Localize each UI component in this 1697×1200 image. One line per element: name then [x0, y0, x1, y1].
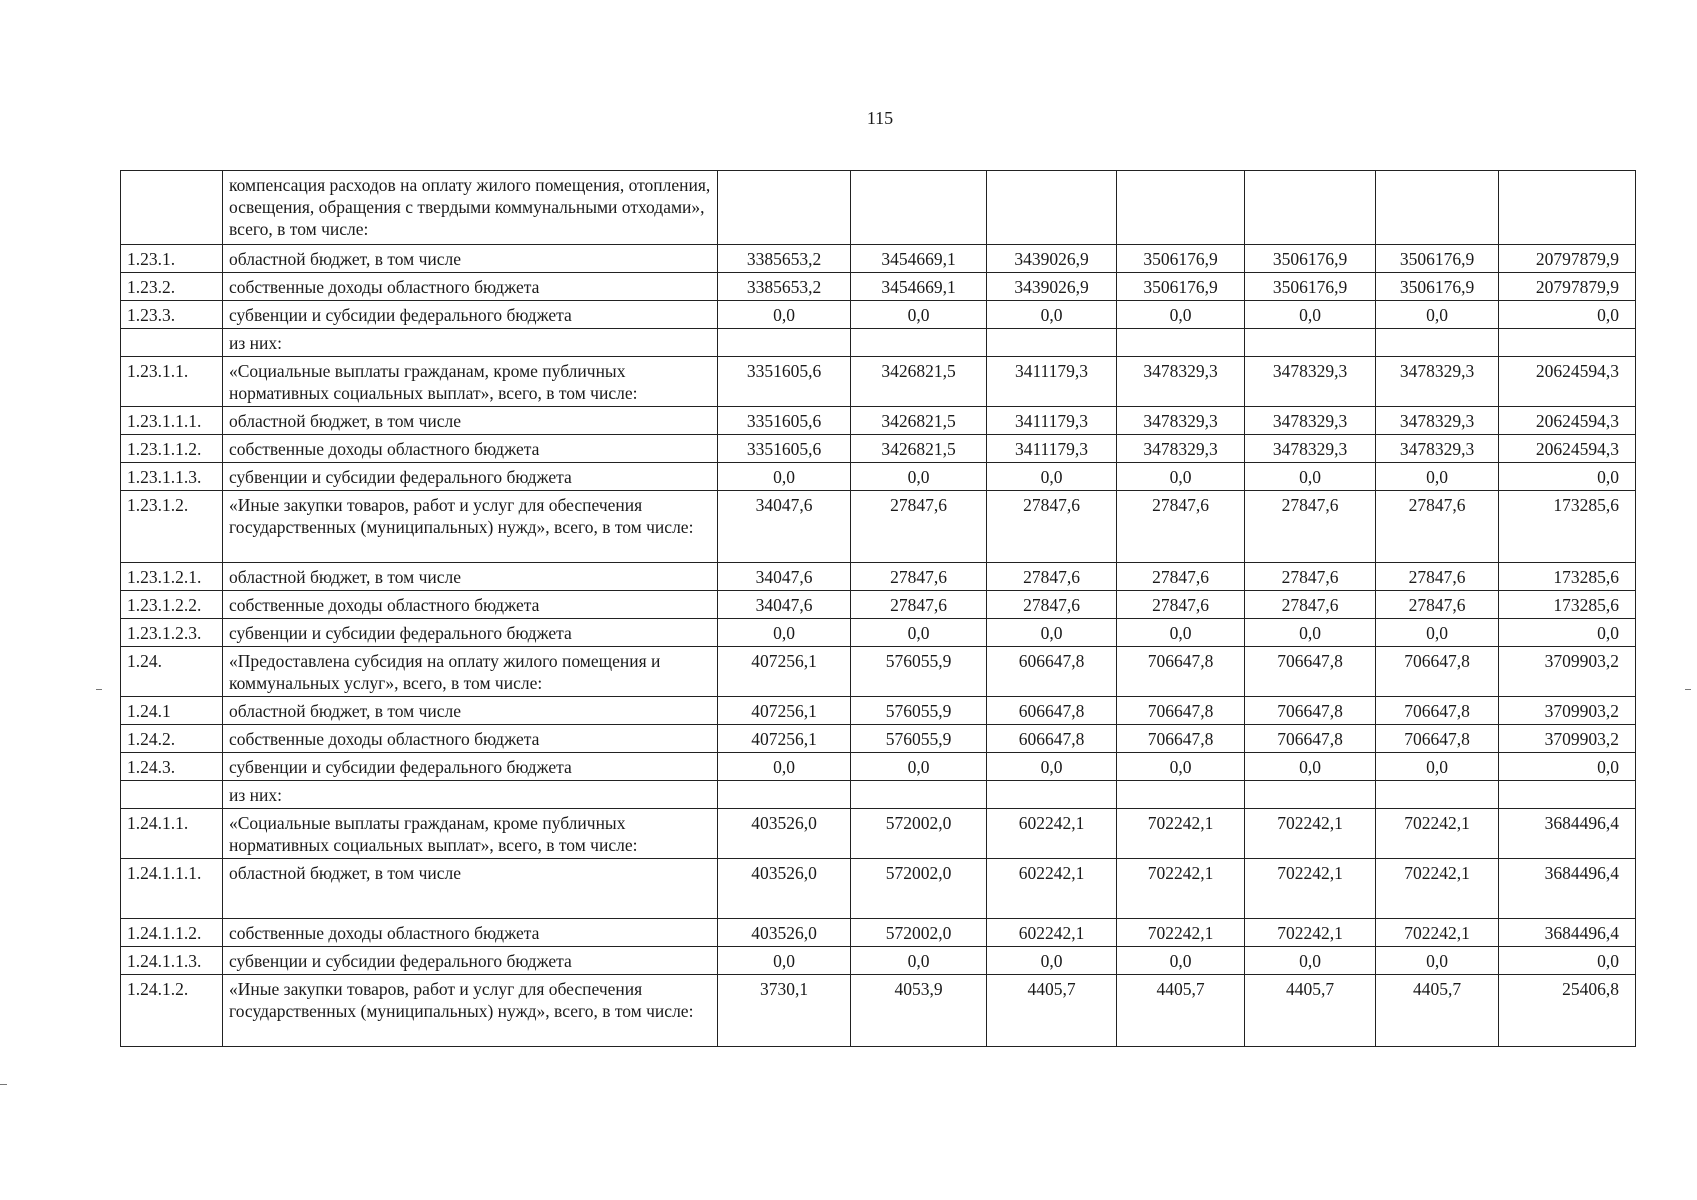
cell-empty [1245, 171, 1376, 245]
cell-value: 27847,6 [851, 591, 987, 619]
row-name: из них: [223, 329, 718, 357]
cell-value: 403526,0 [718, 809, 851, 859]
table-row [121, 809, 1636, 859]
cell-value: 0,0 [987, 301, 1117, 329]
scan-edge-mark [0, 1084, 7, 1085]
cell-value: 606647,8 [987, 697, 1117, 725]
cell-empty [987, 171, 1117, 245]
row-name: «Социальные выплаты гражданам, кроме публичных нормативных социальных выплат», всего, в том числе: [223, 357, 718, 407]
cell-value: 3411179,3 [987, 357, 1117, 407]
table-row [121, 919, 1636, 947]
budget-table [120, 170, 1636, 1047]
cell-empty [1376, 171, 1499, 245]
cell-value [1245, 781, 1376, 809]
cell-value [1376, 329, 1499, 357]
cell-value: 702242,1 [1245, 859, 1376, 919]
row-code: 1.23.1.2.2. [121, 591, 223, 619]
table-row [121, 753, 1636, 781]
cell-value: 3478329,3 [1117, 357, 1245, 407]
cell-value: 706647,8 [1245, 697, 1376, 725]
cell-value: 3426821,5 [851, 435, 987, 463]
cell-value: 702242,1 [1117, 809, 1245, 859]
table-row [121, 329, 1636, 357]
table-row [121, 725, 1636, 753]
cell-value: 706647,8 [1376, 725, 1499, 753]
cell-value [1117, 781, 1245, 809]
cell-value: 606647,8 [987, 647, 1117, 697]
cell-value: 27847,6 [1117, 563, 1245, 591]
cell-value: 0,0 [1245, 301, 1376, 329]
cell-total: 3684496,4 [1499, 919, 1636, 947]
cell-value: 3426821,5 [851, 407, 987, 435]
row-name: собственные доходы областного бюджета [223, 273, 718, 301]
table-row [121, 435, 1636, 463]
cell-total: 20797879,9 [1499, 245, 1636, 273]
cell-value: 27847,6 [1245, 563, 1376, 591]
cell-value: 3506176,9 [1117, 245, 1245, 273]
cell-value: 3478329,3 [1245, 357, 1376, 407]
cell-value: 702242,1 [1117, 859, 1245, 919]
cell-value: 0,0 [1117, 947, 1245, 975]
cell-value: 403526,0 [718, 859, 851, 919]
cell-value: 3351605,6 [718, 357, 851, 407]
row-code: 1.23.1.2.3. [121, 619, 223, 647]
table-row [121, 301, 1636, 329]
row-name: «Иные закупки товаров, работ и услуг для обеспечения государственных (муниципальных) нужд», всего, в том числе: [223, 491, 718, 563]
row-name: собственные доходы областного бюджета [223, 919, 718, 947]
cell-value: 27847,6 [851, 563, 987, 591]
cell-value: 4405,7 [1117, 975, 1245, 1047]
row-code: 1.24.3. [121, 753, 223, 781]
cell-value: 4405,7 [1376, 975, 1499, 1047]
cell-value: 407256,1 [718, 725, 851, 753]
table-row [121, 781, 1636, 809]
cell-empty [1117, 171, 1245, 245]
cell-value: 403526,0 [718, 919, 851, 947]
row-code: 1.24.1 [121, 697, 223, 725]
table-row [121, 619, 1636, 647]
cell-value: 3730,1 [718, 975, 851, 1047]
cell-total: 3709903,2 [1499, 725, 1636, 753]
cell-value: 0,0 [987, 463, 1117, 491]
cell-value: 34047,6 [718, 491, 851, 563]
cell-value: 702242,1 [1376, 859, 1499, 919]
cell-value: 0,0 [1245, 947, 1376, 975]
cell-value: 0,0 [1117, 753, 1245, 781]
scan-edge-mark [1685, 689, 1691, 690]
cell-value [987, 781, 1117, 809]
cell-value: 702242,1 [1376, 919, 1499, 947]
cell-value: 4405,7 [1245, 975, 1376, 1047]
cell-value: 0,0 [718, 301, 851, 329]
row-name: субвенции и субсидии федерального бюджета [223, 619, 718, 647]
row-code [121, 171, 223, 245]
cell-value: 3506176,9 [1245, 245, 1376, 273]
cell-value: 3439026,9 [987, 273, 1117, 301]
cell-value: 0,0 [851, 753, 987, 781]
row-name: «Социальные выплаты гражданам, кроме публичных нормативных социальных выплат», всего, в том числе: [223, 809, 718, 859]
row-name: областной бюджет, в том числе [223, 563, 718, 591]
table-row [121, 591, 1636, 619]
cell-value: 0,0 [1376, 463, 1499, 491]
cell-value [1376, 781, 1499, 809]
row-name: субвенции и субсидии федерального бюджета [223, 301, 718, 329]
cell-value: 0,0 [851, 947, 987, 975]
cell-value: 27847,6 [987, 491, 1117, 563]
table-body [121, 171, 1636, 1047]
row-code [121, 781, 223, 809]
cell-value: 27847,6 [1245, 591, 1376, 619]
cell-value: 572002,0 [851, 859, 987, 919]
cell-value: 0,0 [987, 753, 1117, 781]
cell-total [1499, 329, 1636, 357]
table-row [121, 407, 1636, 435]
cell-value: 3385653,2 [718, 245, 851, 273]
cell-total [1499, 781, 1636, 809]
row-name: субвенции и субсидии федерального бюджета [223, 947, 718, 975]
cell-value [851, 329, 987, 357]
cell-value: 3454669,1 [851, 273, 987, 301]
row-name: субвенции и субсидии федерального бюджета [223, 753, 718, 781]
table-row [121, 975, 1636, 1047]
cell-value: 3506176,9 [1376, 273, 1499, 301]
cell-value: 606647,8 [987, 725, 1117, 753]
row-name: областной бюджет, в том числе [223, 697, 718, 725]
row-code: 1.23.1.1.2. [121, 435, 223, 463]
cell-empty [718, 171, 851, 245]
cell-value: 27847,6 [1376, 591, 1499, 619]
cell-value: 576055,9 [851, 647, 987, 697]
cell-value: 3506176,9 [1117, 273, 1245, 301]
cell-value: 3506176,9 [1245, 273, 1376, 301]
cell-total: 0,0 [1499, 619, 1636, 647]
table-row [121, 947, 1636, 975]
cell-value [987, 329, 1117, 357]
cell-value: 706647,8 [1117, 725, 1245, 753]
cell-value: 34047,6 [718, 563, 851, 591]
cell-total: 20624594,3 [1499, 407, 1636, 435]
cell-value: 702242,1 [1245, 919, 1376, 947]
cell-value: 3478329,3 [1117, 407, 1245, 435]
cell-value: 0,0 [718, 463, 851, 491]
cell-value: 27847,6 [987, 563, 1117, 591]
scan-edge-mark [96, 689, 102, 690]
row-code: 1.24.1.1. [121, 809, 223, 859]
table-row [121, 463, 1636, 491]
cell-value: 3506176,9 [1376, 245, 1499, 273]
cell-value: 702242,1 [1376, 809, 1499, 859]
cell-value: 0,0 [1117, 619, 1245, 647]
row-name: собственные доходы областного бюджета [223, 725, 718, 753]
cell-value: 0,0 [987, 947, 1117, 975]
cell-empty [1499, 171, 1636, 245]
cell-value: 0,0 [1245, 463, 1376, 491]
cell-total: 3709903,2 [1499, 647, 1636, 697]
cell-value: 3426821,5 [851, 357, 987, 407]
cell-value: 3478329,3 [1245, 407, 1376, 435]
cell-value: 702242,1 [1117, 919, 1245, 947]
row-code: 1.23.1.2.1. [121, 563, 223, 591]
cell-total: 0,0 [1499, 753, 1636, 781]
cell-total: 20624594,3 [1499, 435, 1636, 463]
cell-value: 0,0 [718, 619, 851, 647]
cell-value: 27847,6 [1117, 591, 1245, 619]
row-name: областной бюджет, в том числе [223, 859, 718, 919]
cell-value: 0,0 [1245, 619, 1376, 647]
cell-value: 3385653,2 [718, 273, 851, 301]
cell-value [718, 329, 851, 357]
cell-value: 602242,1 [987, 809, 1117, 859]
row-name: «Иные закупки товаров, работ и услуг для обеспечения государственных (муниципальных) нужд», всего, в том числе: [223, 975, 718, 1047]
table-row [121, 647, 1636, 697]
row-code: 1.23.1.2. [121, 491, 223, 563]
cell-value: 3478329,3 [1376, 435, 1499, 463]
cell-value: 0,0 [718, 753, 851, 781]
cell-value: 4405,7 [987, 975, 1117, 1047]
cell-value: 27847,6 [1376, 491, 1499, 563]
cell-value: 706647,8 [1117, 647, 1245, 697]
cell-total: 173285,6 [1499, 591, 1636, 619]
cell-value: 0,0 [851, 463, 987, 491]
cell-value: 3478329,3 [1376, 357, 1499, 407]
table-row [121, 171, 1636, 245]
cell-value: 0,0 [1245, 753, 1376, 781]
cell-value: 27847,6 [1376, 563, 1499, 591]
cell-value: 0,0 [851, 301, 987, 329]
table-row [121, 563, 1636, 591]
cell-value [1245, 329, 1376, 357]
row-code: 1.24.2. [121, 725, 223, 753]
table-row [121, 859, 1636, 919]
cell-total: 20624594,3 [1499, 357, 1636, 407]
table-row [121, 245, 1636, 273]
page-number: 115 [866, 108, 894, 128]
cell-total: 173285,6 [1499, 563, 1636, 591]
cell-value: 3439026,9 [987, 245, 1117, 273]
cell-value: 3478329,3 [1376, 407, 1499, 435]
cell-value: 602242,1 [987, 859, 1117, 919]
cell-value [1117, 329, 1245, 357]
cell-value: 576055,9 [851, 697, 987, 725]
row-code: 1.23.1.1.1. [121, 407, 223, 435]
cell-total: 173285,6 [1499, 491, 1636, 563]
row-name: компенсация расходов на оплату жилого помещения, отопления, освещения, обращения с твердыми коммунальными отходами», всего, в том числе: [223, 171, 718, 245]
cell-value: 3351605,6 [718, 435, 851, 463]
cell-total: 25406,8 [1499, 975, 1636, 1047]
row-name: «Предоставлена субсидия на оплату жилого помещения и коммунальных услуг», всего, в том числе: [223, 647, 718, 697]
table-row [121, 273, 1636, 301]
cell-value: 572002,0 [851, 919, 987, 947]
cell-empty [851, 171, 987, 245]
row-code: 1.24.1.1.2. [121, 919, 223, 947]
cell-value: 706647,8 [1376, 697, 1499, 725]
table-row [121, 697, 1636, 725]
cell-value: 706647,8 [1117, 697, 1245, 725]
cell-value: 706647,8 [1376, 647, 1499, 697]
row-code: 1.23.1.1. [121, 357, 223, 407]
cell-value: 572002,0 [851, 809, 987, 859]
cell-total: 0,0 [1499, 301, 1636, 329]
table-row [121, 357, 1636, 407]
cell-value: 3478329,3 [1117, 435, 1245, 463]
row-code: 1.24. [121, 647, 223, 697]
cell-value: 3411179,3 [987, 435, 1117, 463]
cell-value: 602242,1 [987, 919, 1117, 947]
cell-total: 20797879,9 [1499, 273, 1636, 301]
cell-value: 0,0 [1117, 301, 1245, 329]
cell-value: 3411179,3 [987, 407, 1117, 435]
cell-value [851, 781, 987, 809]
cell-value: 0,0 [851, 619, 987, 647]
cell-value: 0,0 [1376, 753, 1499, 781]
row-code: 1.23.1. [121, 245, 223, 273]
row-name: областной бюджет, в том числе [223, 407, 718, 435]
cell-value: 706647,8 [1245, 725, 1376, 753]
cell-total: 3684496,4 [1499, 809, 1636, 859]
cell-value: 706647,8 [1245, 647, 1376, 697]
cell-value: 4053,9 [851, 975, 987, 1047]
row-code: 1.24.1.2. [121, 975, 223, 1047]
cell-value [718, 781, 851, 809]
cell-value: 0,0 [1117, 463, 1245, 491]
row-code: 1.23.2. [121, 273, 223, 301]
cell-value: 27847,6 [1117, 491, 1245, 563]
cell-total: 0,0 [1499, 947, 1636, 975]
row-code: 1.24.1.1.1. [121, 859, 223, 919]
cell-value: 27847,6 [987, 591, 1117, 619]
cell-total: 0,0 [1499, 463, 1636, 491]
cell-value: 27847,6 [851, 491, 987, 563]
cell-total: 3709903,2 [1499, 697, 1636, 725]
cell-value: 0,0 [1376, 301, 1499, 329]
cell-value: 0,0 [1376, 947, 1499, 975]
cell-value: 34047,6 [718, 591, 851, 619]
cell-value: 27847,6 [1245, 491, 1376, 563]
row-code: 1.24.1.1.3. [121, 947, 223, 975]
row-name: собственные доходы областного бюджета [223, 591, 718, 619]
cell-value: 3454669,1 [851, 245, 987, 273]
row-name: собственные доходы областного бюджета [223, 435, 718, 463]
table-row [121, 491, 1636, 563]
row-name: из них: [223, 781, 718, 809]
row-code: 1.23.3. [121, 301, 223, 329]
cell-value: 0,0 [987, 619, 1117, 647]
cell-value: 0,0 [1376, 619, 1499, 647]
row-name: областной бюджет, в том числе [223, 245, 718, 273]
cell-value: 0,0 [718, 947, 851, 975]
row-code [121, 329, 223, 357]
cell-value: 702242,1 [1245, 809, 1376, 859]
cell-value: 407256,1 [718, 647, 851, 697]
row-code: 1.23.1.1.3. [121, 463, 223, 491]
cell-value: 3478329,3 [1245, 435, 1376, 463]
cell-value: 3351605,6 [718, 407, 851, 435]
cell-value: 576055,9 [851, 725, 987, 753]
cell-total: 3684496,4 [1499, 859, 1636, 919]
cell-value: 407256,1 [718, 697, 851, 725]
row-name: субвенции и субсидии федерального бюджета [223, 463, 718, 491]
